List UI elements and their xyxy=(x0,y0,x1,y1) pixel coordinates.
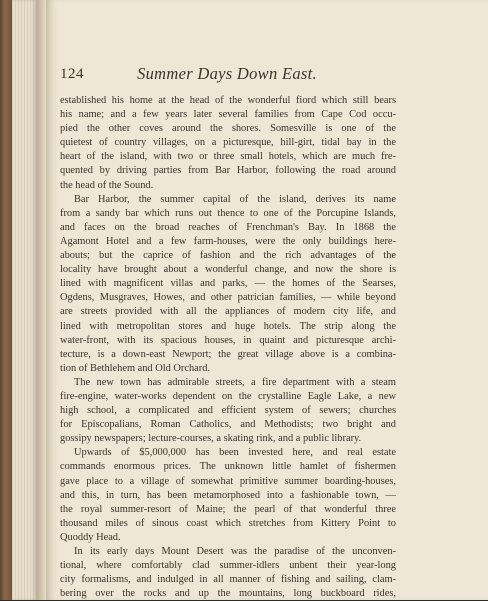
running-title: Summer Days Down East. xyxy=(137,64,317,83)
page-number: 124 xyxy=(60,66,84,82)
text-line: his name; and a few years later several families from Cape Cod occu- xyxy=(60,109,396,121)
page-header xyxy=(60,64,394,88)
text-line: Agamont Hotel and a few farm-houses, were the only buildings here- xyxy=(60,235,396,247)
book-gutter xyxy=(36,0,46,600)
text-line: the head of the Sound. xyxy=(60,179,154,191)
text-line: bering over the rocks and up the mountains, long buckboard rides, xyxy=(60,588,396,600)
text-line: and this, in turn, has been metamorphosed into a fashionable town, — xyxy=(60,489,396,501)
text-line: Upwards of $5,000,000 has been invested here, and real estate xyxy=(74,447,396,459)
text-line: gave place to a village of somewhat primitive summer boarding-houses, xyxy=(60,475,396,487)
text-line: Bar Harbor, the summer capital of the island, derives its name xyxy=(74,193,396,205)
text-line: water-front, with its spacious houses, in quaint and picturesque archi- xyxy=(60,334,396,346)
text-line: and faces on the broad reaches of Frenchman's Bay. In 1868 the xyxy=(60,221,396,233)
text-line: tion of Bethlehem and Old Orchard. xyxy=(60,362,211,374)
text-line: Ogdens, Musgraves, Howes, and other patrician families, — while beyond xyxy=(60,292,396,304)
text-line: In its early days Mount Desert was the paradise of the unconven- xyxy=(74,546,396,557)
text-line: fire-engine, water-works dependent on the crystalline Eagle Lake, a new xyxy=(60,390,396,402)
text-line: heart of the island, with two or three small hotels, which are much fre- xyxy=(60,151,396,163)
text-line: quented by driving parties from Bar Harbor, following the road around xyxy=(60,165,396,177)
text-line: locality have brought about a wonderful change, and now the shore is xyxy=(60,264,396,276)
text-line: for Episcopalians, Roman Catholics, and Methodists; two bright and xyxy=(60,419,396,431)
text-line: gossipy newspapers; lecture-courses, a skating rink, and a public library. xyxy=(60,433,362,445)
text-line: are streets provided with all the appliances of modern city life, and xyxy=(60,306,396,318)
paragraph xyxy=(60,446,396,545)
text-line: abouts; but the caprice of fashion and the rich advantages of the xyxy=(60,250,396,262)
text-line: quietest of country villages, on a picturesque, hill-girt, tidal bay in the xyxy=(60,137,396,149)
text-line: thousand miles of sinous coast which stretches from Kittery Point to xyxy=(60,517,396,529)
book-cover-edge xyxy=(0,0,12,600)
text-line: from a sandy bar which runs out thence to one of the Porcupine Islands, xyxy=(60,207,396,219)
paragraph xyxy=(60,193,396,376)
text-line: commands enormous prices. The unknown little hamlet of fishermen xyxy=(60,461,396,473)
text-line: tional, where comfortably clad summer-idlers unbent their year-long xyxy=(60,560,396,572)
text-line: lined with metropolitan stores and huge hotels. The strip along the xyxy=(60,320,396,332)
text-line: the royal summer-resort of Maine; the pearl of that wonderful three xyxy=(60,503,396,515)
text-line: Quoddy Head. xyxy=(60,531,121,543)
text-line: The new town has admirable streets, a fire department with a steam xyxy=(74,376,396,388)
paragraph xyxy=(60,376,396,446)
paragraph xyxy=(60,545,396,601)
body-text xyxy=(60,94,396,601)
text-line: lined with magnificent villas and parks, — the homes of the Searses, xyxy=(60,278,396,290)
page-stack-edge xyxy=(12,0,36,600)
paragraph xyxy=(60,94,396,193)
text-line: pied the other coves around the shores. Somesville is one of the xyxy=(60,123,396,135)
text-line: established his home at the head of the wonderful fiord which still bears xyxy=(60,95,396,106)
text-line: high school, a complicated and efficient system of sewers; churches xyxy=(60,405,396,417)
text-line: city formalisms, and indulged in all manner of fishing and sailing, clam- xyxy=(60,574,396,586)
text-line: tecture, is a down-east Newport; the great village above is a combina- xyxy=(60,348,396,360)
